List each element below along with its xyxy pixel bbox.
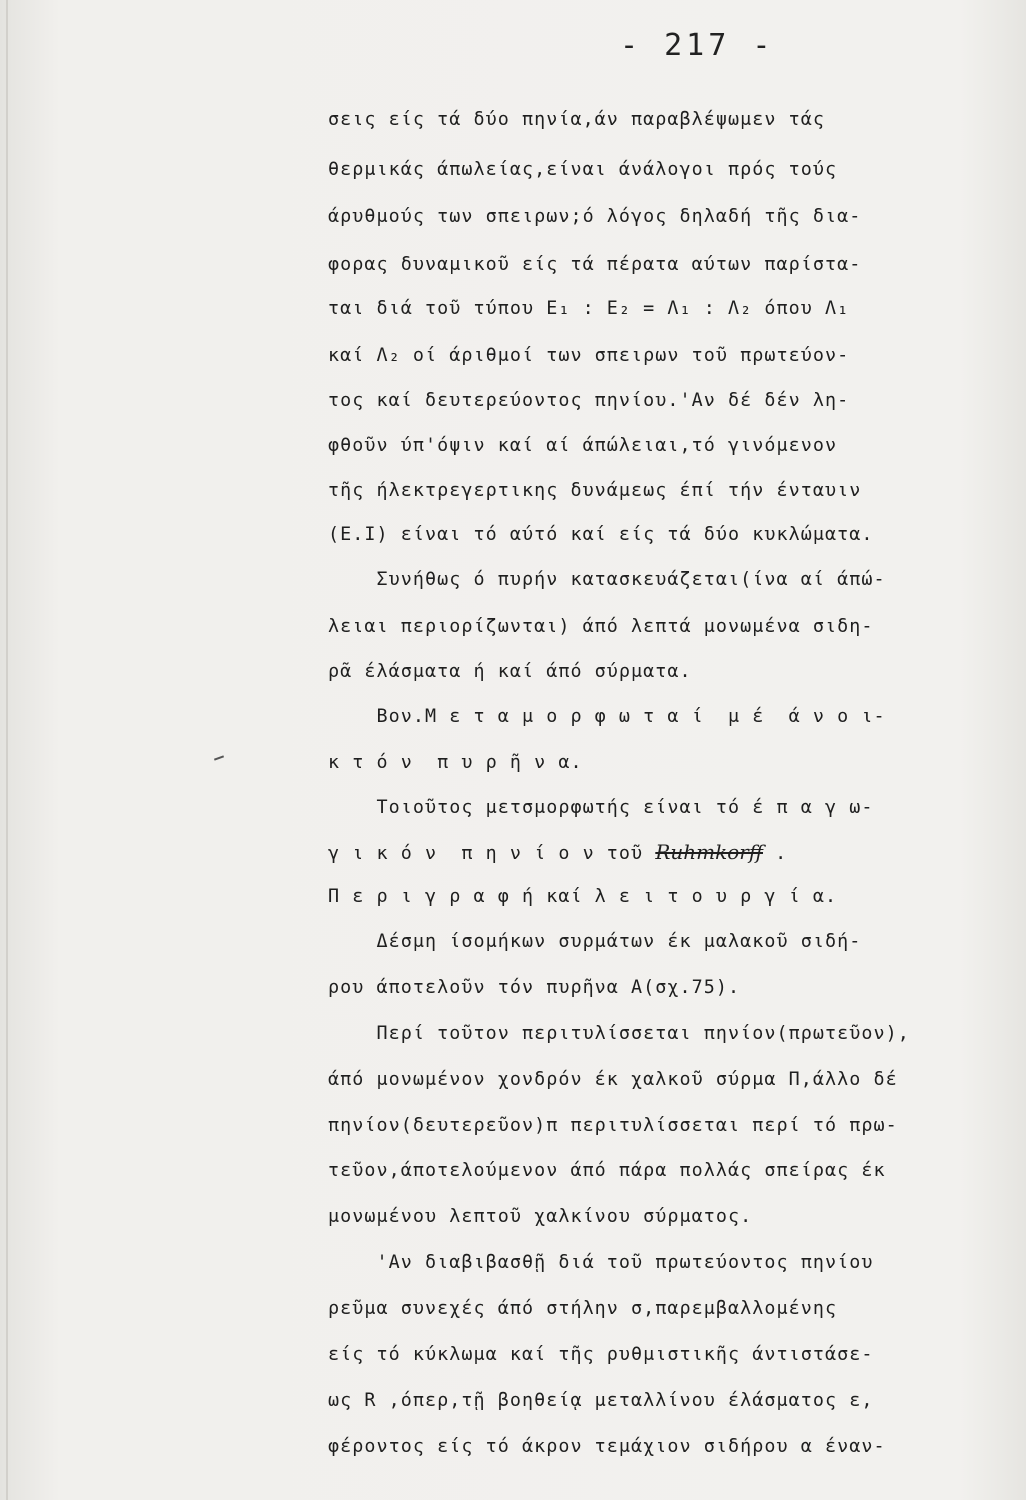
- text-line-16: Τοιοῦτος μετσμορφωτής είναι τό έ π α γ ω-: [328, 797, 874, 818]
- text-line-13: ρᾶ έλάσματα ή καί άπό σύρματα.: [328, 661, 692, 682]
- text-line-26: 'Αν διαβιβασθῇ διά τοῦ πρωτεύοντος πηνίου: [328, 1252, 874, 1273]
- text-line-1: σεις είς τά δύο πηνία,άν παραβλέψωμεν τάς: [328, 109, 826, 130]
- text-line-21: Περί τοῦτον περιτυλίσσεται πηνίον(πρωτεῦον),: [328, 1023, 910, 1044]
- text-line-12: λειαι περιορίζωνται) άπό λεπτά μονωμένα σιδη-: [328, 616, 874, 637]
- handwritten-suffix: .: [775, 843, 788, 864]
- text-line-9: τῆς ήλεκτρεγερτικης δυνάμεως έπί τήν ένταυιν: [328, 480, 862, 501]
- page-fold-edge: [6, 0, 8, 1500]
- text-line-17-text: γ ι κ ό ν π η ν ί ο ν τοῦ: [328, 843, 644, 864]
- text-line-27: ρεῦμα συνεχές άπό στήλην σ,παρεμβαλλομένης: [328, 1298, 838, 1319]
- text-line-22: άπό μονωμένον χονδρόν έκ χαλκοῦ σύρμα Π,άλλο δέ: [328, 1069, 898, 1090]
- text-line-14: Βον.Μ ε τ α μ ο ρ φ ω τ α ί μ έ ά ν ο ι-: [328, 706, 886, 727]
- text-line-30: φέροντος είς τό άκρον τεμάχιον σιδήρου α έναν-: [328, 1436, 886, 1457]
- text-line-3: άρυθμούς των σπειρων;ό λόγος δηλαδή τῆς δια-: [328, 206, 862, 227]
- text-line-7: τος καί δευτερεύοντος πηνίου.'Αν δέ δέν λη-: [328, 390, 850, 411]
- text-line-2: θερμικάς άπωλείας,είναι άνάλογοι πρός τούς: [328, 159, 838, 180]
- text-line-18: Π ε ρ ι γ ρ α φ ή καί λ ε ι τ ο υ ρ γ ί α.: [328, 886, 838, 907]
- text-line-10: (Ε.Ι) είναι τό αύτό καί είς τά δύο κυκλώματα.: [328, 524, 874, 545]
- text-line-15: κ τ ό ν π υ ρ ῆ ν α.: [328, 752, 583, 773]
- text-line-8: φθοῦν ύπ'όψιν καί αί άπώλειαι,τό γινόμενον: [328, 435, 838, 456]
- text-line-24: τεῦον,άποτελούμενον άπό πάρα πολλάς σπείρας έκ: [328, 1160, 886, 1181]
- text-line-23: πηνίον(δευτερεῦον)π περιτυλίσσεται περί τό πρω-: [328, 1115, 898, 1136]
- text-line-5: ται διά τοῦ τύπου Ε₁ : Ε₂ = Λ₁ : Λ₂ όπου Λ₁: [328, 298, 850, 319]
- text-line-4: φορας δυναμικοῦ είς τά πέρατα αύτων παρίστα-: [328, 254, 862, 275]
- text-line-19: Δέσμη ίσομήκων συρμάτων έκ μαλακοῦ σιδή-: [328, 931, 862, 952]
- text-line-29: ως R ,όπερ,τῇ βοηθείᾳ μεταλλίνου έλάσματος ε,: [328, 1390, 874, 1411]
- text-line-20: ρου άποτελοῦν τόν πυρῆνα Α(σχ.75).: [328, 977, 741, 998]
- text-line-11: Συνήθως ό πυρήν κατασκευάζεται(ίνα αί άπώ-: [328, 569, 886, 590]
- text-line-28: είς τό κύκλωμα καί τῆς ρυθμιστικῆς άντιστάσε-: [328, 1344, 874, 1365]
- margin-mark: [214, 755, 224, 760]
- page-number: - 217 -: [620, 28, 775, 63]
- handwritten-name: Ruhmkorff: [655, 840, 763, 864]
- text-line-6: καί Λ₂ οί άριθμοί των σπειρων τοῦ πρωτεύον-: [328, 345, 850, 366]
- text-line-17: [328, 840, 787, 866]
- text-line-25: μονωμένου λεπτοῦ χαλκίνου σύρματος.: [328, 1206, 753, 1227]
